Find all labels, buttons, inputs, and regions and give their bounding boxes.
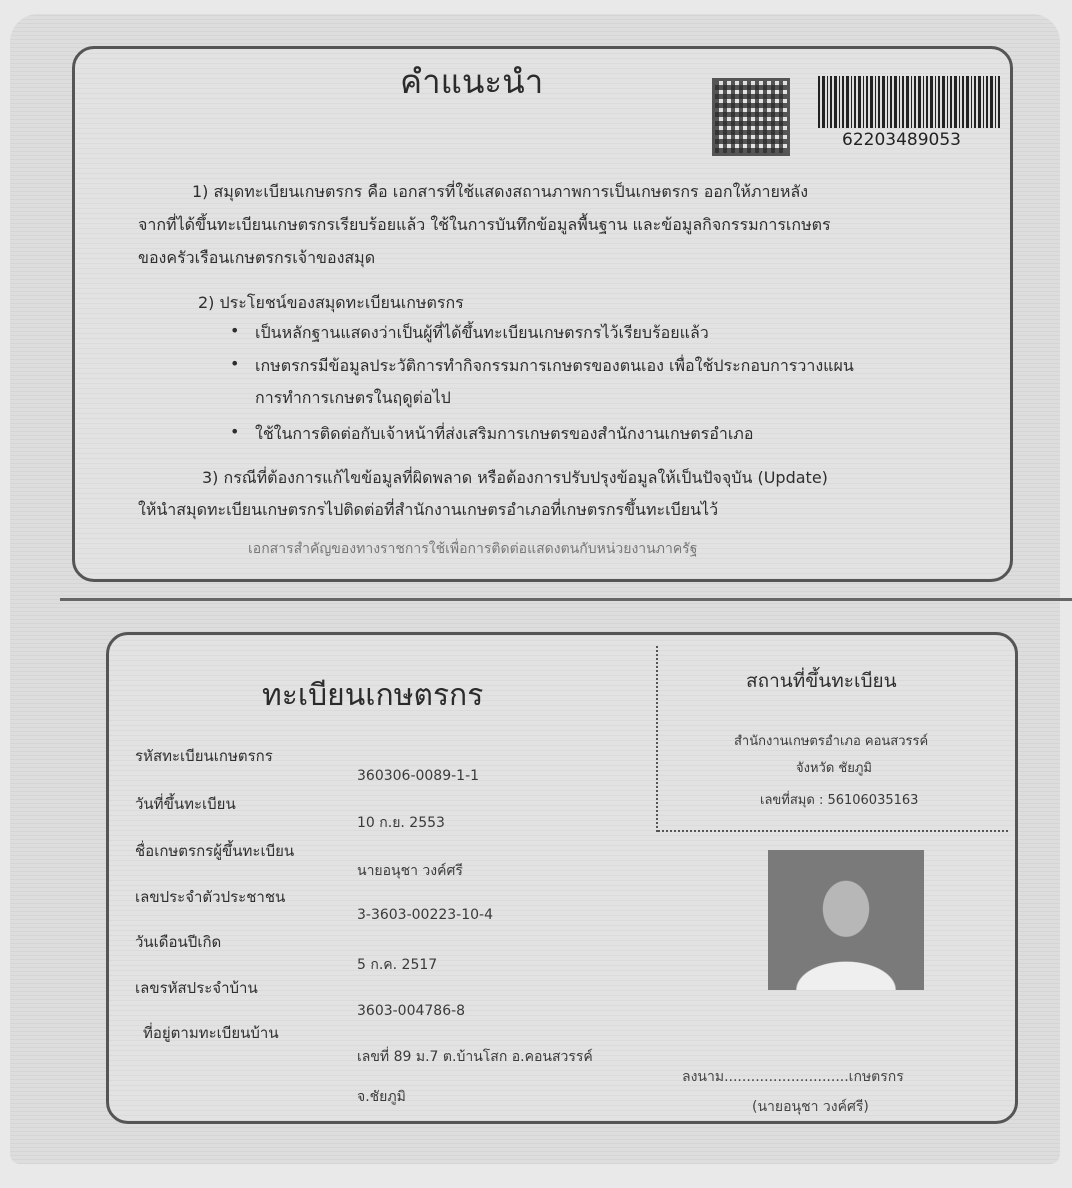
paragraph-2-heading: 2) ประโยชน์ของสมุดทะเบียนเกษตรกร [198,293,464,312]
paragraph-1-line-1: 1) สมุดทะเบียนเกษตรกร คือ เอกสารที่ใช้แสดงสถานภาพการเป็นเกษตรกร ออกให้ภายหลัง [192,182,809,201]
page-fold-divider [60,598,1072,601]
paragraph-3-line-1: 3) กรณีที่ต้องการแก้ไขข้อมูลที่ผิดพลาด หรือต้องการปรับปรุงข้อมูลให้เป็นปัจจุบัน (Update) [202,468,828,487]
paragraph-1-line-3: ของครัวเรือนเกษตรกรเจ้าของสมุด [138,248,376,267]
field-value: 10 ก.ย. 2553 [357,815,445,831]
bullet-icon: • [230,321,240,340]
address-line-2: จ.ชัยภูมิ [357,1089,406,1105]
bullet-1-text: เป็นหลักฐานแสดงว่าเป็นผู้ที่ได้ขึ้นทะเบียนเกษตรกรไว้เรียบร้อยแล้ว [255,323,709,342]
field-label: ชื่อเกษตรกรผู้ขึ้นทะเบียน [135,842,295,860]
official-document-note: เอกสารสำคัญของทางราชการใช้เพื่อการติดต่อแสดงตนกับหน่วยงานภาครัฐ [248,541,698,557]
signature-name: (นายอนุชา วงค์ศรี) [752,1099,869,1115]
barcode-number: 62203489053 [842,130,961,150]
book-number: เลขที่สมุด : 56106035163 [760,793,919,808]
signature-line: ลงนาม............................เกษตรกร [682,1069,904,1085]
instructions-title: คำแนะนำ [400,62,544,101]
bullet-2-line-2: การทำการเกษตรในฤดูต่อไป [255,388,451,407]
registration-office: สำนักงานเกษตรอำเภอ คอนสวรรค์ [734,734,929,749]
barcode-icon [818,76,1000,128]
paragraph-3-line-2: ให้นำสมุดทะเบียนเกษตรกรไปติดต่อที่สำนักงานเกษตรอำเภอที่เกษตรกรขึ้นทะเบียนไว้ [138,500,719,519]
section-divider [656,646,658,832]
registration-title: ทะเบียนเกษตรกร [262,678,484,713]
field-value: เลขที่ 89 ม.7 ต.บ้านโสก อ.คอนสวรรค์ [357,1049,593,1065]
section-divider [658,830,1008,832]
field-value: นายอนุชา วงค์ศรี [357,863,463,879]
field-label: เลขรหัสประจำบ้าน [135,979,258,997]
field-value: 3-3603-00223-10-4 [357,907,494,923]
bullet-icon: • [230,422,240,441]
paragraph-1-line-2: จากที่ได้ขึ้นทะเบียนเกษตรกรเรียบร้อยแล้ว ใช้ในการบันทึกข้อมูลพื้นฐาน และข้อมูลกิจกรรมการเกษตร [138,215,831,234]
registration-province: จังหวัด ชัยภูมิ [796,761,872,776]
field-label: รหัสทะเบียนเกษตรกร [135,747,273,765]
bullet-3-text: ใช้ในการติดต่อกับเจ้าหน้าที่ส่งเสริมการเกษตรของสำนักงานเกษตรอำเภอ [255,424,754,443]
field-value: 360306-0089-1-1 [357,768,480,784]
field-label: วันที่ขึ้นทะเบียน [135,795,236,813]
field-value: 3603-004786-8 [357,1003,466,1019]
bullet-icon: • [230,354,240,373]
qr-code-icon [712,78,790,156]
field-value: 5 ก.ค. 2517 [357,957,438,973]
bullet-2-line-1: เกษตรกรมีข้อมูลประวัติการทำกิจกรรมการเกษตรของตนเอง เพื่อใช้ประกอบการวางแผน [255,356,854,375]
farmer-photo [768,850,924,990]
field-label: เลขประจำตัวประชาชน [135,888,286,906]
field-label: วันเดือนปีเกิด [135,933,222,951]
registration-place-title: สถานที่ขึ้นทะเบียน [746,670,897,692]
field-label: ที่อยู่ตามทะเบียนบ้าน [143,1024,279,1042]
